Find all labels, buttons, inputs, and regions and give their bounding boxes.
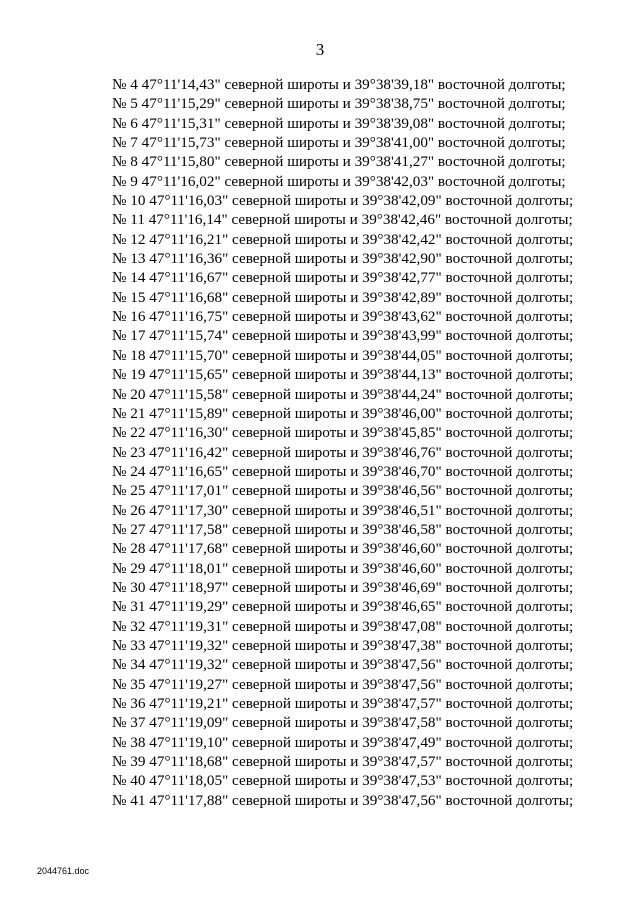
file-name-footer: 2044761.doc (37, 866, 90, 876)
coordinate-row: № 41 47°11'17,88" северной широты и 39°38'47,56" восточной долготы; (112, 791, 574, 809)
coordinate-row: № 34 47°11'19,32" северной широты и 39°38'47,56" восточной долготы; (112, 656, 574, 674)
coordinate-row: № 33 47°11'19,32" северной широты и 39°38'47,38" восточной долготы; (112, 636, 574, 654)
coordinate-row: № 29 47°11'18,01" северной широты и 39°38'46,60" восточной долготы; (112, 559, 574, 577)
coordinate-row: № 16 47°11'16,75" северной широты и 39°38'43,62" восточной долготы; (112, 308, 574, 326)
coordinate-row: № 28 47°11'17,68" северной широты и 39°38'46,60" восточной долготы; (112, 540, 574, 558)
coordinate-row: № 9 47°11'16,02" северной широты и 39°38'42,03" восточной долготы; (112, 172, 566, 190)
coordinate-row: № 30 47°11'18,97" северной широты и 39°38'46,69" восточной долготы; (112, 578, 574, 596)
coordinate-row: № 18 47°11'15,70" северной широты и 39°38'44,05" восточной долготы; (112, 346, 574, 364)
coordinate-row: № 11 47°11'16,14" северной широты и 39°38'42,46" восточной долготы; (112, 211, 573, 229)
coordinate-row: № 6 47°11'15,31" северной широты и 39°38'39,08" восточной долготы; (112, 114, 566, 132)
coordinate-row: № 20 47°11'15,58" северной широты и 39°38'44,24" восточной долготы; (112, 385, 574, 403)
coordinate-row: № 25 47°11'17,01" северной широты и 39°38'46,56" восточной долготы; (112, 482, 574, 500)
coordinate-row: № 24 47°11'16,65" северной широты и 39°38'46,70" восточной долготы; (112, 462, 574, 480)
coordinate-row: № 13 47°11'16,36" северной широты и 39°38'42,90" восточной долготы; (112, 250, 574, 268)
page-number: 3 (315, 40, 325, 59)
coordinate-row: № 4 47°11'14,43" северной широты и 39°38'39,18" восточной долготы; (112, 76, 566, 93)
coordinate-row: № 40 47°11'18,05" северной широты и 39°38'47,53" восточной долготы; (112, 772, 574, 790)
coordinate-row: № 5 47°11'15,29" северной широты и 39°38'38,75" восточной долготы; (112, 95, 566, 113)
coordinate-row: № 19 47°11'15,65" северной широты и 39°38'44,13" восточной долготы; (112, 366, 574, 384)
coordinate-row: № 36 47°11'19,21" северной широты и 39°38'47,57" восточной долготы; (112, 695, 574, 712)
coordinate-row: № 38 47°11'19,10" северной широты и 39°38'47,49" восточной долготы; (112, 733, 574, 751)
coordinate-row: № 26 47°11'17,30" северной широты и 39°38'46,51" восточной долготы; (112, 501, 574, 519)
coordinate-row: № 17 47°11'15,74" северной широты и 39°38'43,99" восточной долготы; (112, 327, 574, 345)
coordinate-row: № 22 47°11'16,30" северной широты и 39°38'45,85" восточной долготы; (112, 424, 574, 442)
coordinate-row: № 39 47°11'18,68" северной широты и 39°38'47,57" восточной долготы; (112, 753, 574, 771)
coordinate-row: № 37 47°11'19,09" северной широты и 39°38'47,58" восточной долготы; (112, 714, 574, 732)
coordinate-row: № 14 47°11'16,67" северной широты и 39°38'42,77" восточной долготы; (112, 269, 574, 287)
coordinate-row: № 23 47°11'16,42" северной широты и 39°38'46,76" восточной долготы; (112, 443, 574, 461)
coordinate-row: № 10 47°11'16,03" северной широты и 39°38'42,09" восточной долготы; (112, 192, 574, 210)
coordinate-row: № 32 47°11'19,31" северной широты и 39°38'47,08" восточной долготы; (112, 617, 574, 635)
coordinate-row: № 35 47°11'19,27" северной широты и 39°38'47,56" восточной долготы; (112, 675, 574, 693)
coordinate-row: № 12 47°11'16,21" северной широты и 39°38'42,42" восточной долготы; (112, 230, 574, 248)
coordinate-row: № 31 47°11'19,29" северной широты и 39°38'46,65" восточной долготы; (112, 598, 574, 616)
coordinate-row: № 7 47°11'15,73" северной широты и 39°38'41,00" восточной долготы; (112, 134, 566, 152)
coordinate-row: № 27 47°11'17,58" северной широты и 39°38'46,58" восточной долготы; (112, 520, 574, 538)
coordinate-row: № 15 47°11'16,68" северной широты и 39°38'42,89" восточной долготы; (112, 288, 574, 306)
coordinate-row: № 21 47°11'15,89" северной широты и 39°38'46,00" восточной долготы; (112, 404, 574, 422)
coordinate-row: № 8 47°11'15,80" северной широты и 39°38'41,27" восточной долготы; (112, 153, 566, 171)
coordinates-list (112, 75, 582, 810)
